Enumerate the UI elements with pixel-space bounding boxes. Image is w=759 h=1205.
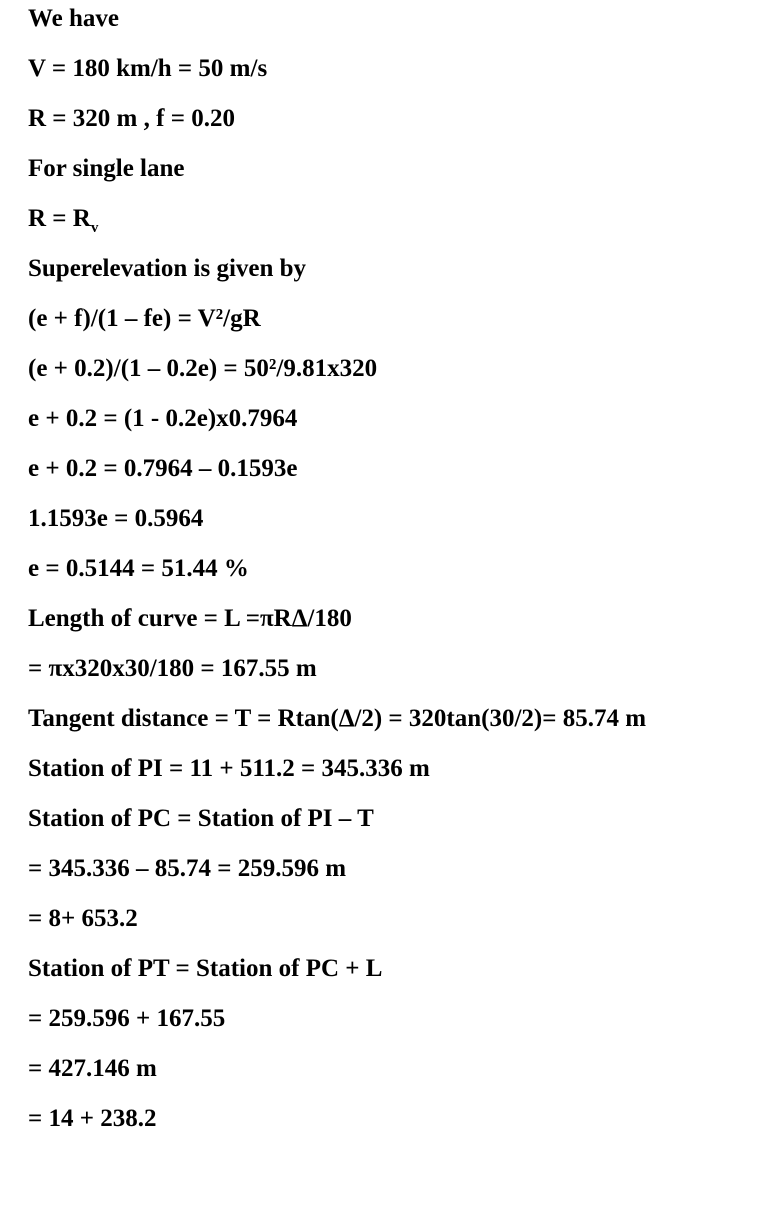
line-9: e + 0.2 = (1 - 0.2e)x0.7964 xyxy=(28,405,298,432)
line-8: (e + 0.2)/(1 – 0.2e) = 50²/9.81x320 xyxy=(28,355,378,382)
line-16: Station of PI = 11 + 511.2 = 345.336 m xyxy=(28,755,430,782)
line-1: We have xyxy=(28,5,119,32)
line-13: Length of curve = L =πRΔ/180 xyxy=(28,605,352,632)
line-21: = 259.596 + 167.55 xyxy=(28,1005,226,1032)
line-23: = 14 + 238.2 xyxy=(28,1105,157,1132)
line-7: (e + f)/(1 – fe) = V²/gR xyxy=(28,305,261,332)
line-5: $R = R_v$ xyxy=(28,205,99,236)
line-15: Tangent distance = T = Rtan(Δ/2) = 320tan(30/2)= 85.74 m xyxy=(28,705,647,732)
line-10: e + 0.2 = 0.7964 – 0.1593e xyxy=(28,455,298,482)
line-3: R = 320 m , f = 0.20 xyxy=(28,105,235,132)
line-14: = πx320x30/180 = 167.55 m xyxy=(28,655,317,682)
line-22: = 427.146 m xyxy=(28,1055,157,1082)
line-12: e = 0.5144 = 51.44 % xyxy=(28,555,249,582)
line-4: For single lane xyxy=(28,155,185,182)
line-19: = 8+ 653.2 xyxy=(28,905,138,932)
line-2: V = 180 km/h = 50 m/s xyxy=(28,55,268,82)
line-17: Station of PC = Station of PI – T xyxy=(28,805,374,832)
solution-document xyxy=(28,0,748,1150)
line-11: 1.1593e = 0.5964 xyxy=(28,505,204,532)
line-20: Station of PT = Station of PC + L xyxy=(28,955,383,982)
line-18: = 345.336 – 85.74 = 259.596 m xyxy=(28,855,347,882)
line-6: Superelevation is given by xyxy=(28,255,307,282)
